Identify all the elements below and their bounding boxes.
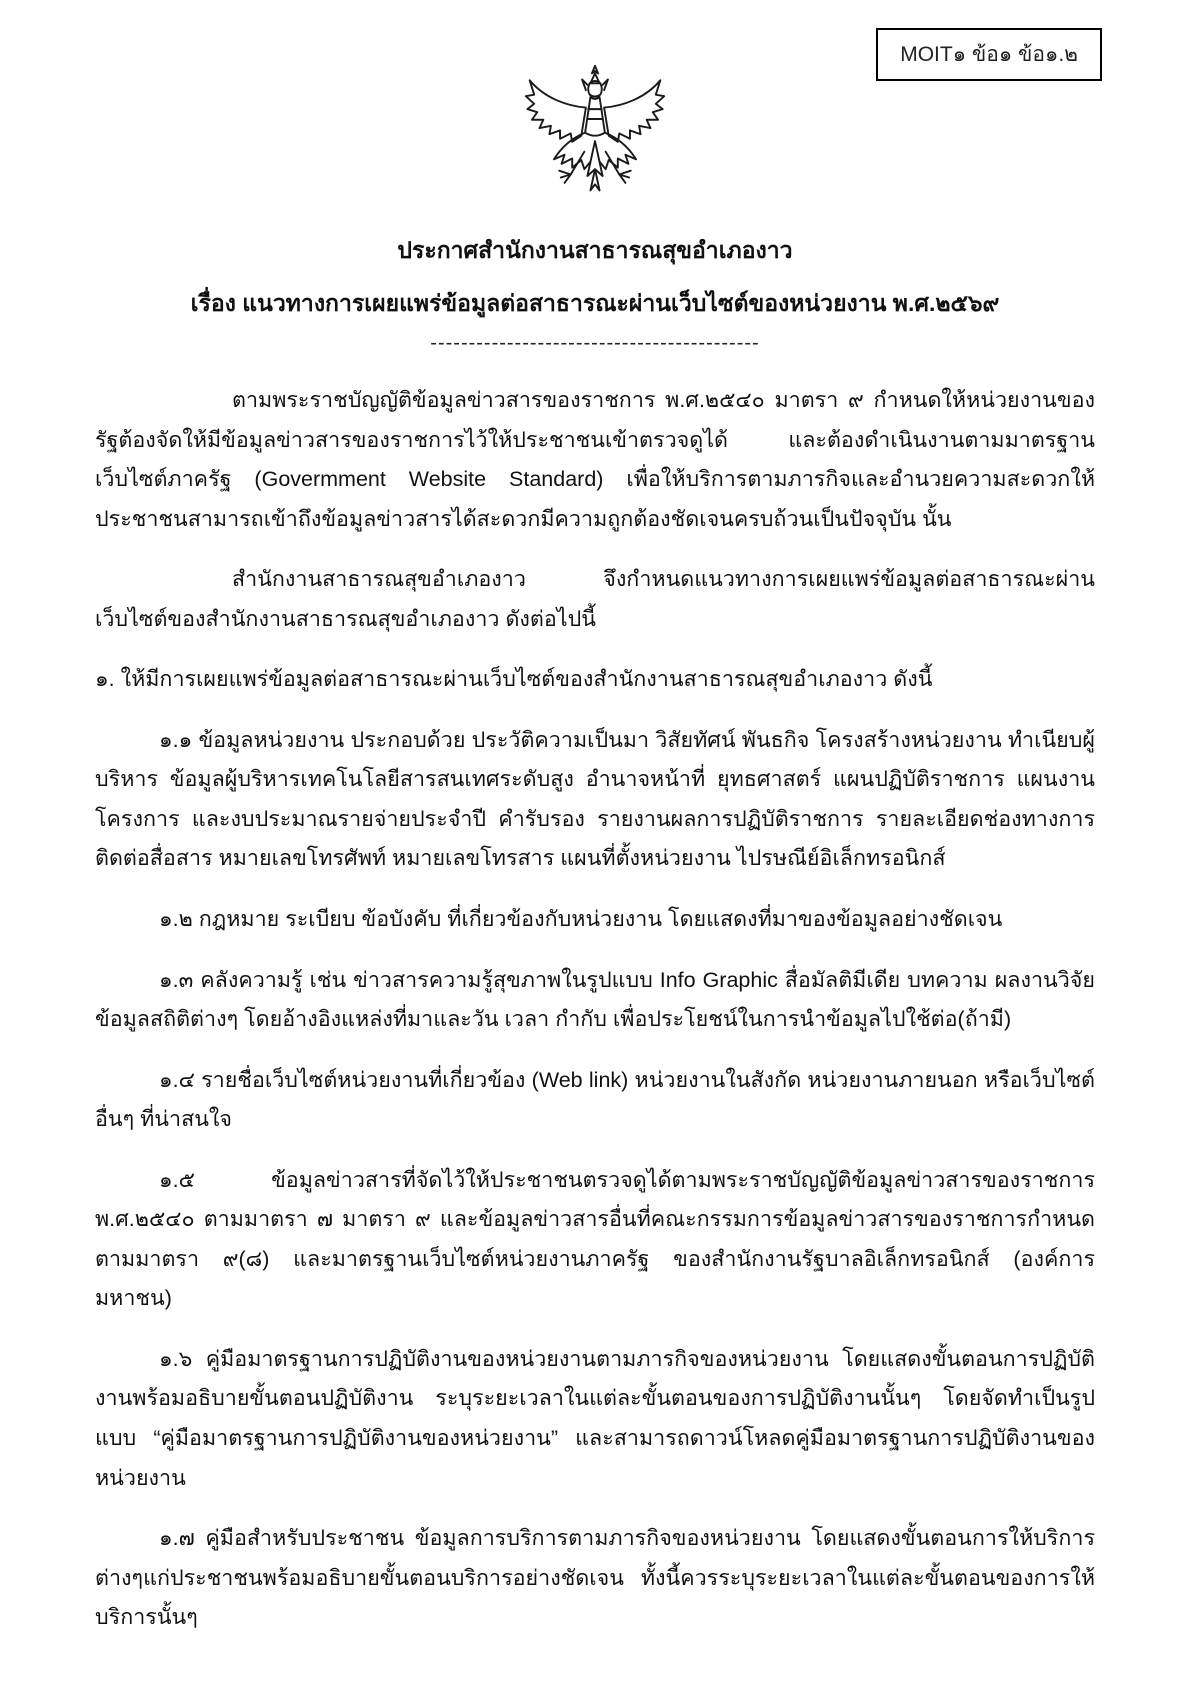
moit-reference-badge: MOIT๑ ข้อ๑ ข้อ๑.๒ [876, 28, 1102, 81]
document-body [95, 381, 1095, 1638]
paragraph-preamble: ตามพระราชบัญญัติข้อมูลข่าวสารของราชการ พ.ศ.๒๕๔๐ มาตรา ๙ กำหนดให้หน่วยงานของรัฐต้องจัดให้มีข้อมูลข่าวสารของราชการไว้ให้ประชาชนเข้าตรวจดูได้ และต้องดำเนินงานตามมาตรฐานเว็บไซต์ภาครัฐ (Govermment Website Standard) เพื่อให้บริการตามภารกิจและอำนวยความสะดวกให้ประชาชนสามารถเข้าถึงข้อมูลข่าวสารได้สะดวกมีความถูกต้องชัดเจนครบถ้วนเป็นปัจจุบัน นั้น [95, 388, 1095, 531]
item-1-5: ๑.๕ ข้อมูลข่าวสารที่จัดไว้ให้ประชาชนตรวจดูได้ตามพระราชบัญญัติข้อมูลข่าวสารของราชการ พ.ศ.๒๕๔๐ ตามมาตรา ๗ มาตรา ๙ และข้อมูลข่าวสารอื่นที่คณะกรรมการข้อมูลข่าวสารของราชการกำหนดตามมาตรา ๙(๘) และมาตรฐานเว็บไซต์หน่วยงานภาครัฐ ของสำนักงานรัฐบาลอิเล็กทรอนิกส์ (องค์การมหาชน) [95, 1167, 1095, 1311]
section-1-heading: ๑. ให้มีการเผยแพร่ข้อมูลต่อสาธารณะผ่านเว็บไซต์ของสำนักงานสาธารณสุขอำเภองาว ดังนี้ [95, 667, 933, 692]
paragraph-resolution: สำนักงานสาธารณสุขอำเภองาว จึงกำหนดแนวทางการเผยแพร่ข้อมูลต่อสาธารณะผ่านเว็บไซต์ของสำนักงานสาธารณสุขอำเภองาว ดังต่อไปนี้ [95, 567, 1095, 631]
item-1-3: ๑.๓ คลังความรู้ เช่น ข่าวสารความรู้สุขภาพในรูปแบบ Info Graphic สื่อมัลติมีเดีย บทความ ผลงานวิจัย ข้อมูลสถิติต่างๆ โดยอ้างอิงแหล่งที่มาและวัน เวลา กำกับ เพื่อประโยชน์ในการนำข้อมูลไปใช้ต่อ(ถ้ามี) [95, 967, 1095, 1032]
garuda-emblem-icon [511, 201, 679, 218]
item-1-7: ๑.๗ คู่มือสำหรับประชาชน ข้อมูลการบริการตามภารกิจของหน่วยงาน โดยแสดงขั้นตอนการให้บริการต่างๆแก่ประชาชนพร้อมอธิบายขั้นตอนบริการอย่างชัดเจน ทั้งนี้ควรระบุระยะเวลาในแต่ละขั้นตอนของการให้บริการนั้นๆ [95, 1526, 1095, 1630]
item-1-6: ๑.๖ คู่มือมาตรฐานการปฏิบัติงานของหน่วยงานตามภารกิจของหน่วยงาน โดยแสดงขั้นตอนการปฏิบัติงานพร้อมอธิบายขั้นตอนปฏิบัติงาน ระบุระยะเวลาในแต่ละขั้นตอนของการปฏิบัติงานนั้นๆ โดยจัดทำเป็นรูปแบบ “คู่มือมาตรฐานการปฏิบัติงานของหน่วยงาน” และสามารถดาวน์โหลดคู่มือมาตรฐานการปฏิบัติงานของหน่วยงาน [95, 1346, 1095, 1490]
dashed-divider: ------------------------------------------- [430, 332, 760, 354]
subject-line: เรื่อง แนวทางการเผยแพร่ข้อมูลต่อสาธารณะผ่านเว็บไซต์ของหน่วยงาน พ.ศ.๒๕๖๙ [190, 290, 1000, 316]
item-1-2: ๑.๒ กฎหมาย ระเบียบ ข้อบังคับ ที่เกี่ยวข้องกับหน่วยงาน โดยแสดงที่มาของข้อมูลอย่างชัดเจน [159, 907, 1003, 932]
page-title: ประกาศสำนักงานสาธารณสุขอำเภองาว [397, 237, 793, 263]
item-1-1: ๑.๑ ข้อมูลหน่วยงาน ประกอบด้วย ประวัติความเป็นมา วิสัยทัศน์ พันธกิจ โครงสร้างหน่วยงาน ทำเนียบผู้บริหาร ข้อมูลผู้บริหารเทคโนโลยีสารสนเทศระดับสูง อำนาจหน้าที่ ยุทธศาสตร์ แผนปฏิบัติราชการ แผนงานโครงการ และงบประมาณรายจ่ายประจำปี คำรับรอง รายงานผลการปฏิบัติราชการ รายละเอียดช่องทางการติดต่อสื่อสาร หมายเลขโทรศัพท์ หมายเลขโทรสาร แผนที่ตั้งหน่วยงาน ไปรษณีย์อิเล็กทรอนิกส์ [95, 727, 1095, 871]
item-1-4: ๑.๔ รายชื่อเว็บไซต์หน่วยงานที่เกี่ยวข้อง (Web link) หน่วยงานในสังกัด หน่วยงานภายนอก หรือเว็บไซต์อื่นๆ ที่น่าสนใจ [95, 1067, 1095, 1132]
